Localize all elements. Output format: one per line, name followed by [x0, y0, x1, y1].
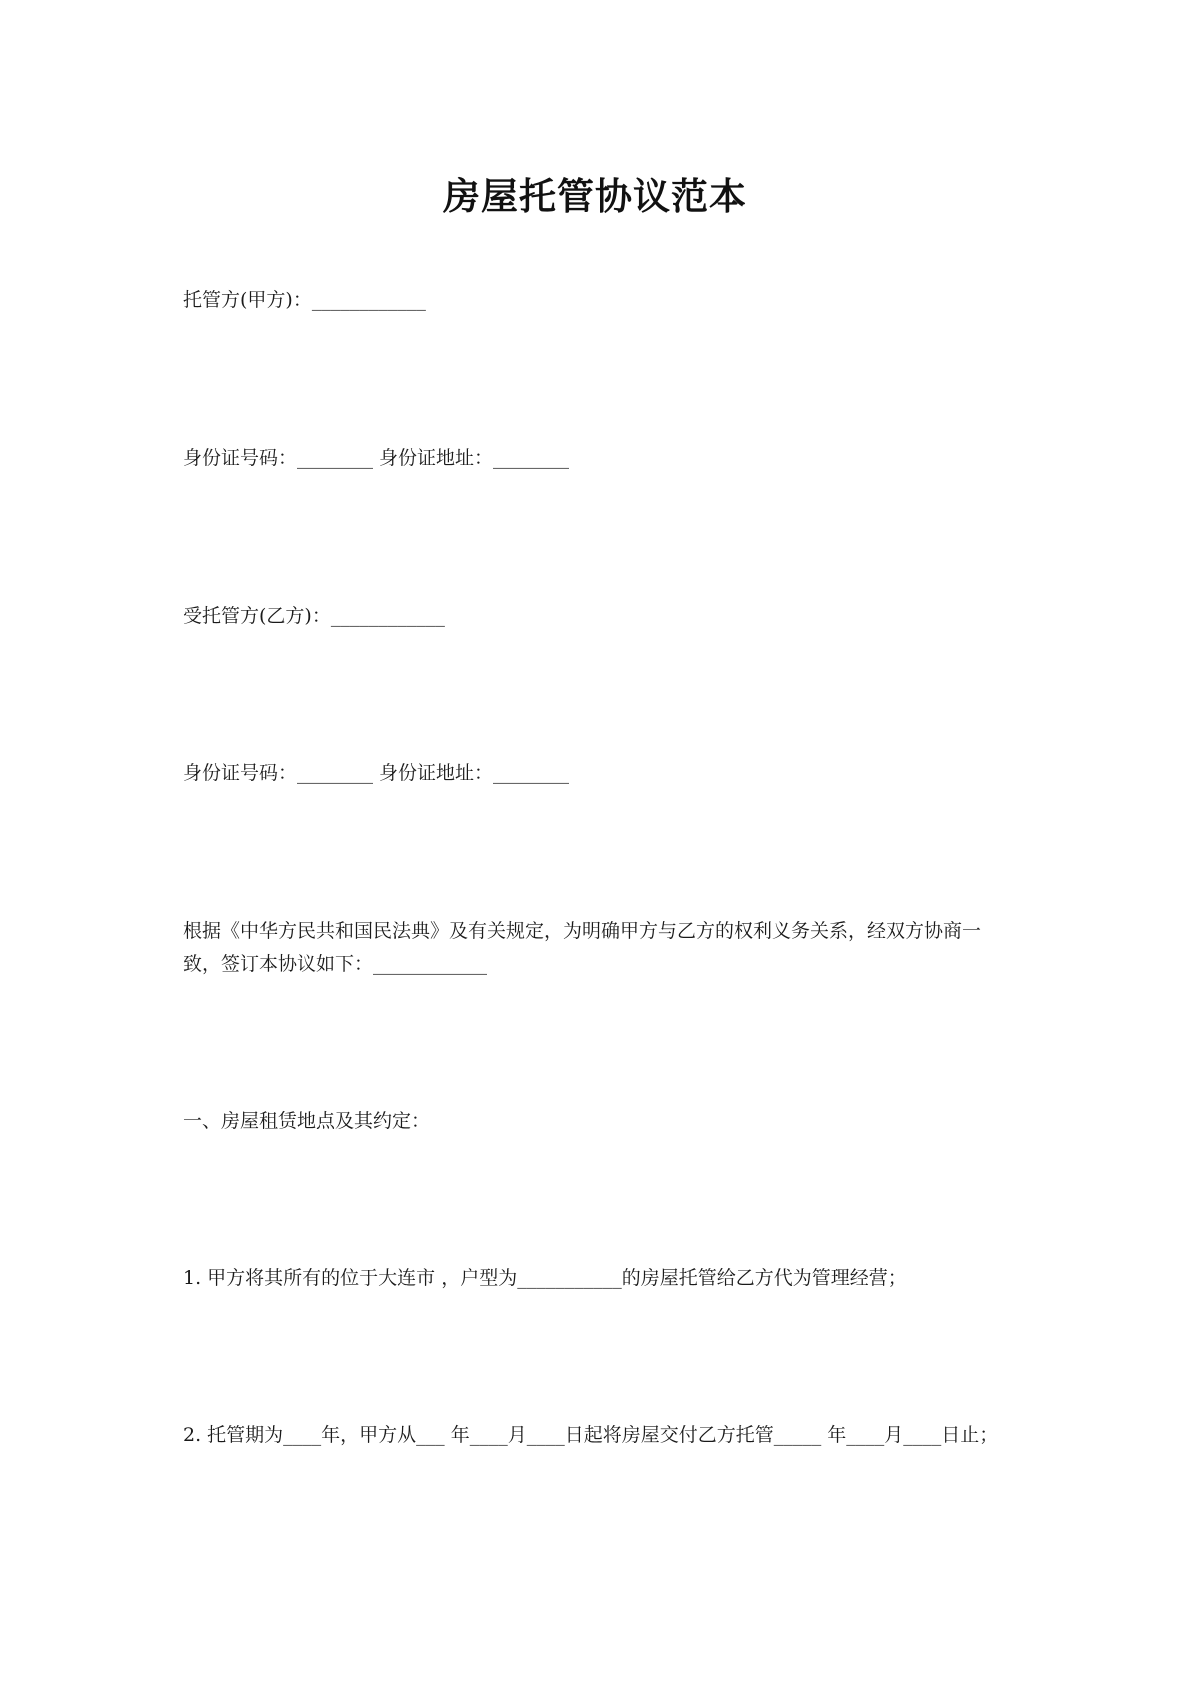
clause-1: 1. 甲方将其所有的位于大连市 ，户型为___________的房屋托管给乙方代为管理经营； [183, 1267, 907, 1289]
section-1-heading: 一、房屋租赁地点及其约定： [183, 1110, 431, 1132]
document-title: 房屋托管协议范本 [443, 174, 747, 218]
clause-2: 2. 托管期为____年，甲方从___ 年____月____日起将房屋交付乙方托管_____ 年____月____日止； [183, 1424, 999, 1446]
party-b-id-line: 身份证号码：________ 身份证地址：________ [183, 762, 570, 784]
party-a-id-line: 身份证号码：________ 身份证地址：________ [183, 447, 570, 469]
party-a-line: 托管方(甲方)：____________ [183, 289, 426, 311]
party-b-line: 受托管方(乙方)：____________ [183, 605, 445, 627]
preamble-paragraph: 根据《中华方民共和国民法典》及有关规定，为明确甲方与乙方的权利义务关系，经双方协商一致，签订本协议如下：____________ [183, 920, 982, 975]
